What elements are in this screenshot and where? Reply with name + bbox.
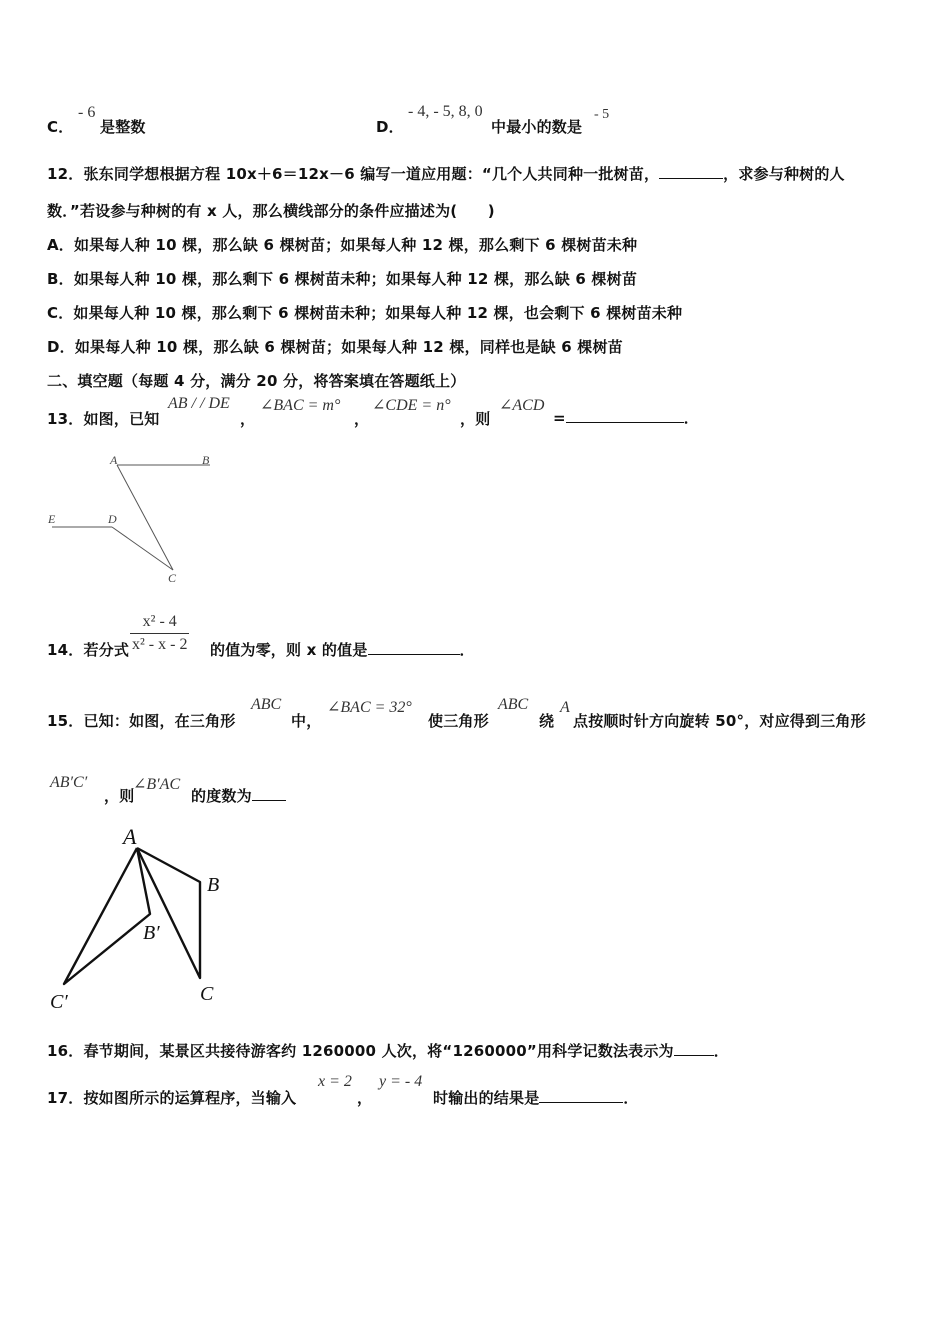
q17-answer-line (433, 1087, 639, 1108)
q17-math-y: y = - 4 (379, 1073, 423, 1090)
q14-numerator: x² - 4 (142, 613, 177, 630)
q12-option-b: B．如果每人种 10 棵，那么剩下 6 棵树苗未种；如果每人种 12 棵，那么缺 6 棵树苗 (47, 270, 638, 288)
q17-end: ． (623, 1089, 639, 1107)
q16-end: ． (713, 1042, 729, 1060)
q12-option-c: C．如果每人种 10 棵，那么剩下 6 棵树苗未种；如果每人种 12 棵，也会剩下 6 棵树苗未种 (47, 304, 683, 322)
q12-line1-text: 12．张东同学想根据方程 10x＋6＝12x－6 编写一道应用题：“几个人共同种一批树苗， (47, 165, 660, 183)
q13-blank[interactable] (566, 408, 684, 423)
q11-c-text: 是整数 (100, 118, 146, 136)
q14-suffix: 的值为零，则 x 的值是 (210, 641, 368, 659)
q16-line (47, 1040, 729, 1061)
q15-t2: 中， (291, 712, 322, 730)
q13-math-acd: ∠ACD (499, 397, 545, 414)
q13-end: ． (683, 409, 699, 427)
q15-label-b: B (207, 874, 220, 896)
q14-end: ． (459, 641, 475, 659)
q11-d-math2: - 5 (594, 107, 610, 122)
q15-t5: 点按顺时针方向旋转 50°，对应得到三角形 (573, 712, 866, 730)
q15-t4: 绕 (539, 712, 555, 730)
q13-math-bac: ∠BAC = m° (260, 397, 341, 414)
q17-prefix: 17．按如图所示的运算程序，当输入 (47, 1089, 297, 1107)
q15-math-abc-prime: AB′C′ (50, 774, 88, 791)
q11-option-c (47, 116, 73, 137)
q15-t3: 使三角形 (428, 712, 489, 730)
q13-figure (40, 448, 230, 588)
q13-math-cde: ∠CDE = n° (372, 397, 451, 414)
q15-math-abc: ABC (251, 696, 282, 713)
q15-label-c: C (200, 983, 214, 1005)
q12-option-a: A．如果每人种 10 棵，那么缺 6 棵树苗；如果每人种 12 棵，那么剩下 6 棵树苗未种 (47, 236, 638, 254)
q15-figure (40, 820, 250, 1020)
q11-d-text: 中最小的数是 (491, 118, 583, 136)
q15-t7: 的度数为 (191, 787, 252, 805)
q12-line1-end: ，求参与种树的人 (723, 165, 845, 183)
q13-answer-line (553, 407, 699, 428)
q17-sep: ， (357, 1089, 373, 1107)
section-title: 二、填空题（每题 4 分，满分 20 分，将答案填在答题纸上） (47, 372, 466, 390)
q15-math-abc2: ABC (498, 696, 529, 713)
q14-fraction (130, 613, 189, 654)
q11-c-math: - 6 (78, 104, 96, 121)
q13-equals: = (553, 409, 566, 427)
q16-text: 16．春节期间，某景区共接待游客约 1260000 人次，将“1260000”用科学记数法表示为 (47, 1042, 674, 1060)
q15-math-angle: ∠BAC = 32° (327, 699, 412, 716)
q15-label-c-prime: C′ (50, 991, 68, 1013)
q13-label-e: E (48, 512, 56, 526)
q14-prefix: 14．若分式 (47, 641, 130, 659)
q13-label-d: D (108, 512, 117, 526)
q12-option-d: D．如果每人种 10 棵，那么缺 6 棵树苗；如果每人种 12 棵，同样也是缺 6 棵树苗 (47, 338, 623, 356)
q17-suffix: 时输出的结果是 (433, 1089, 540, 1107)
q13-label-b: B (202, 453, 210, 467)
q12-line2: 数．”若设参与种树的有 x 人，那么横线部分的条件应描述为( ) (47, 202, 495, 220)
q15-answer-line (191, 785, 286, 806)
q13-label-c: C (168, 571, 177, 585)
q14-blank[interactable] (368, 640, 460, 655)
q13-sep1: ， (240, 410, 256, 428)
q15-label-b-prime: B′ (143, 922, 160, 944)
q16-blank[interactable] (674, 1041, 714, 1056)
q13-sep2: ， (354, 410, 370, 428)
q13-label-a: A (110, 453, 118, 467)
q12-blank[interactable] (659, 164, 723, 179)
q12-line1 (47, 163, 845, 184)
q17-blank[interactable] (539, 1088, 623, 1103)
q13-mid: ，则 (460, 410, 491, 428)
q15-prefix: 15．已知：如图，在三角形 (47, 712, 236, 730)
q11-d-math: - 4, - 5, 8, 0 (408, 103, 483, 120)
q15-label-a: A (123, 824, 137, 849)
q14-answer-line (210, 639, 475, 660)
q15-math-a: A (560, 699, 570, 716)
q15-blank[interactable] (252, 786, 286, 801)
q15-math-angle2: ∠B′AC (133, 776, 181, 793)
q14-denominator: x² - x - 2 (132, 636, 188, 653)
q17-math-x: x = 2 (318, 1073, 352, 1090)
q13-math-parallel: AB / / DE (168, 395, 230, 412)
q13-prefix: 13．如图，已知 (47, 410, 160, 428)
q15-t6: ，则 (104, 787, 135, 805)
q11-c-label: C． (47, 118, 74, 136)
q11-d-label: D． (376, 118, 404, 136)
